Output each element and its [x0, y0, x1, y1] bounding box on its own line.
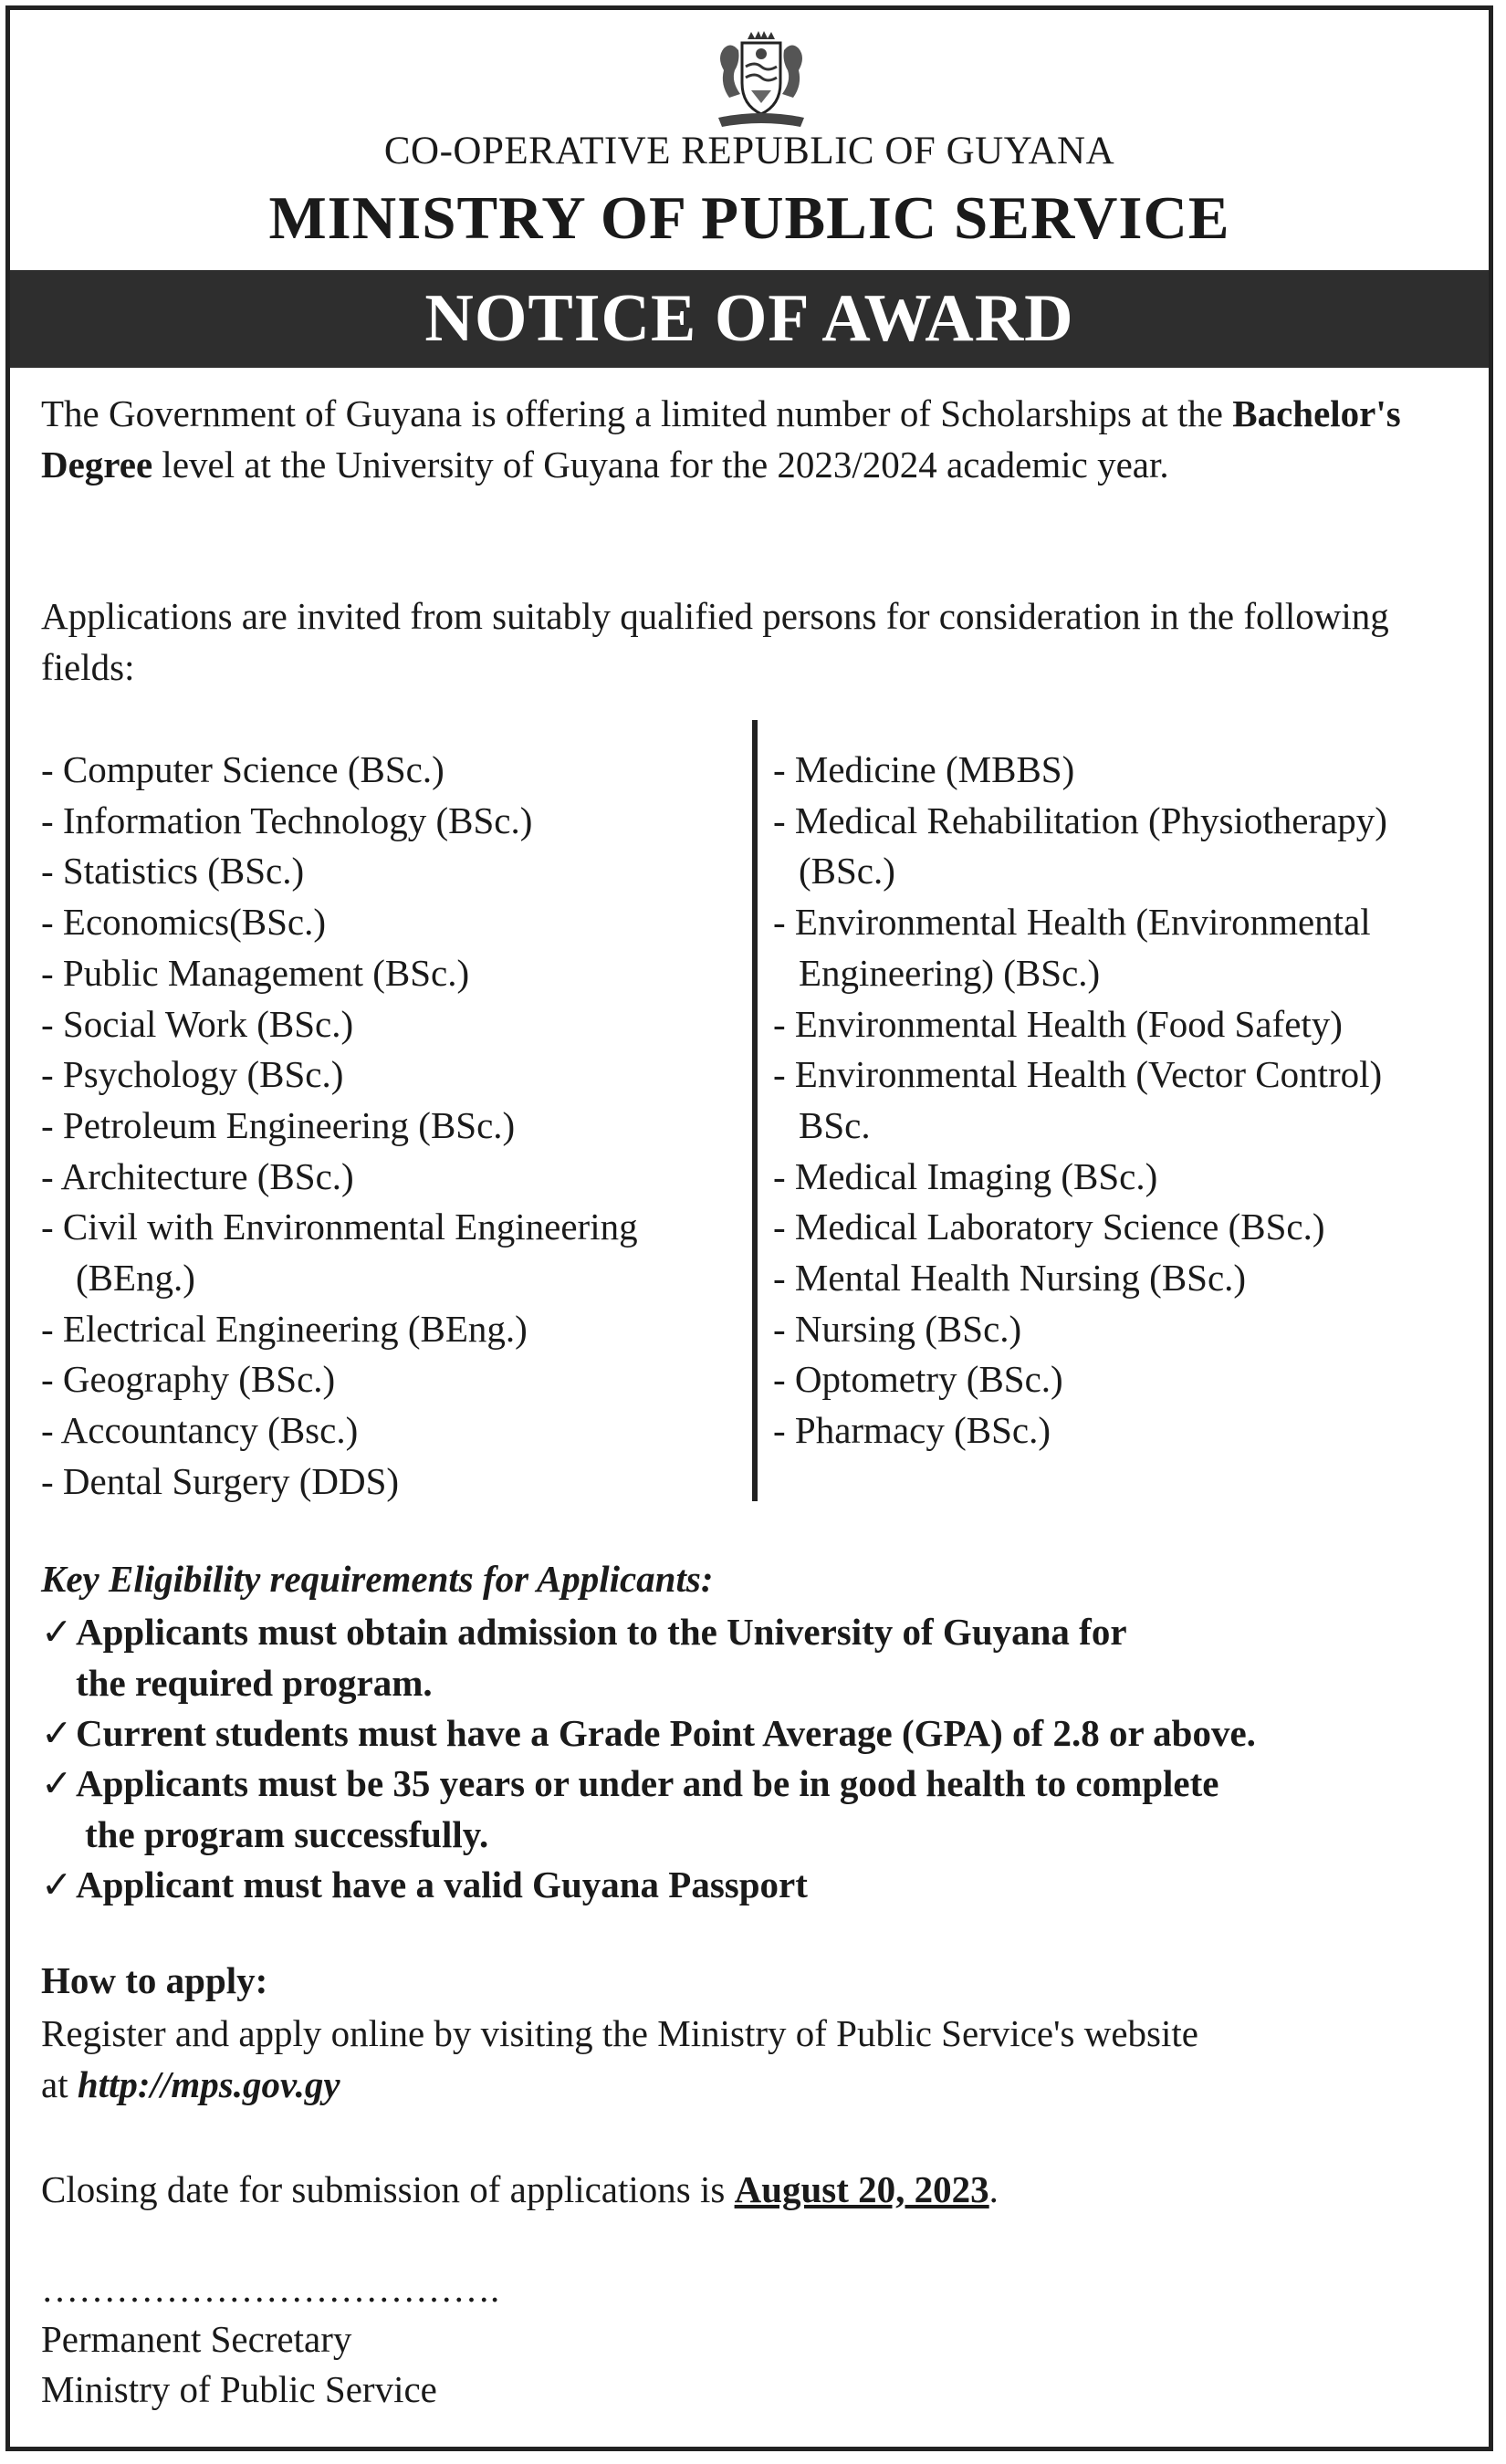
- field-item: - Medical Laboratory Science (BSc.): [773, 1206, 1325, 1248]
- field-item: - Mental Health Nursing (BSc.): [773, 1257, 1247, 1300]
- field-item: - Environmental Health (Environmental: [773, 901, 1371, 944]
- column-divider: [752, 720, 758, 1501]
- field-item: - Computer Science (BSc.): [41, 748, 444, 790]
- signatory-org: Ministry of Public Service: [41, 2368, 437, 2410]
- field-item: - Optometry (BSc.): [773, 1358, 1063, 1401]
- closing-date-line: [41, 2167, 999, 2211]
- field-item: - Medical Rehabilitation (Physiotherapy): [773, 799, 1387, 841]
- field-item: - Psychology (BSc.): [41, 1053, 344, 1096]
- field-item: - Environmental Health (Food Safety): [773, 1002, 1343, 1045]
- field-item: - Electrical Engineering (BEng.): [41, 1307, 528, 1350]
- field-item-continuation: (BEng.): [76, 1257, 195, 1300]
- intro-paragraph: [41, 389, 1465, 490]
- requirement-item: [41, 1708, 1256, 1759]
- checkmark-icon: ✓: [41, 1864, 73, 1905]
- invite-paragraph: Applications are invited from suitably qualified persons for consideration in the following fields:: [41, 595, 1389, 688]
- field-item: - Economics(BSc.): [41, 901, 326, 944]
- field-item: - Environmental Health (Vector Control): [773, 1053, 1383, 1096]
- field-item: - Architecture (BSc.): [41, 1154, 354, 1197]
- field-item: - Information Technology (BSc.): [41, 799, 533, 841]
- fields-left-column: [41, 745, 638, 1508]
- how-to-apply-text: [41, 2009, 1198, 2110]
- requirement-item: [41, 1860, 808, 1911]
- notice-banner: NOTICE OF AWARD: [10, 270, 1489, 368]
- closing-date: August 20, 2023: [734, 2168, 989, 2210]
- field-item: - Medical Imaging (BSc.): [773, 1154, 1158, 1197]
- field-item-continuation: Engineering) (BSc.): [799, 951, 1101, 994]
- requirement-text-continuation: the program successfully.: [85, 1812, 489, 1855]
- signature-dots: ……………………………….: [41, 2268, 500, 2310]
- requirement-text-continuation: the required program.: [76, 1661, 433, 1704]
- requirement-text: Applicant must have a valid Guyana Passport: [76, 1864, 808, 1905]
- field-item: - Social Work (BSc.): [41, 1002, 354, 1045]
- field-item: - Public Management (BSc.): [41, 951, 470, 994]
- signatory-title: Permanent Secretary: [41, 2318, 352, 2360]
- field-item: - Civil with Environmental Engineering: [41, 1206, 638, 1248]
- closing-end: .: [988, 2168, 999, 2210]
- requirement-item: [41, 1759, 1218, 1860]
- field-item: - Pharmacy (BSc.): [773, 1409, 1051, 1452]
- signature-block: [41, 2264, 499, 2415]
- requirement-text: Current students must have a Grade Point Average (GPA) of 2.8 or above.: [76, 1712, 1256, 1754]
- checkmark-icon: ✓: [41, 1611, 73, 1653]
- field-item-continuation: (BSc.): [799, 850, 895, 893]
- field-item: - Dental Surgery (DDS): [41, 1459, 400, 1502]
- degree-level: Bachelor's Degree: [41, 392, 1401, 485]
- how-to-apply-heading: How to apply:: [41, 1959, 268, 2001]
- requirement-text: Applicants must obtain admission to the University of Guyana for: [76, 1611, 1127, 1653]
- field-item: - Nursing (BSc.): [773, 1307, 1022, 1350]
- field-item-continuation: BSc.: [799, 1103, 871, 1146]
- intro-prefix: The Government of Guyana is offering a limited number of Scholarships at the: [41, 392, 1233, 434]
- country-name: CO-OPERATIVE REPUBLIC OF GUYANA: [383, 130, 1115, 172]
- notice-frame: [5, 5, 1493, 2451]
- coat-of-arms-icon: [704, 30, 819, 132]
- closing-text: Closing date for submission of applications is: [41, 2168, 735, 2210]
- ministry-website-link[interactable]: http://mps.gov.gy: [77, 2062, 340, 2105]
- field-item: - Petroleum Engineering (BSc.): [41, 1103, 516, 1146]
- eligibility-heading: Key Eligibility requirements for Applicants:: [41, 1558, 714, 1600]
- how-to-apply-prefix: at: [41, 2062, 78, 2105]
- checkmark-icon: ✓: [41, 1712, 73, 1754]
- checkmark-icon: ✓: [41, 1762, 73, 1804]
- requirement-item: [41, 1607, 1127, 1708]
- ministry-name: MINISTRY OF PUBLIC SERVICE: [268, 184, 1230, 252]
- field-item: - Statistics (BSc.): [41, 850, 305, 893]
- field-item: - Geography (BSc.): [41, 1358, 336, 1401]
- field-item: - Accountancy (Bsc.): [41, 1409, 359, 1452]
- fields-right-column: [773, 745, 1387, 1456]
- intro-suffix: level at the University of Guyana for the 2023/2024 academic year.: [152, 443, 1169, 485]
- how-to-apply-line: Register and apply online by visiting the Ministry of Public Service's website: [41, 2012, 1198, 2054]
- requirement-text: Applicants must be 35 years or under and be in good health to complete: [76, 1762, 1219, 1804]
- field-item: - Medicine (MBBS): [773, 748, 1075, 790]
